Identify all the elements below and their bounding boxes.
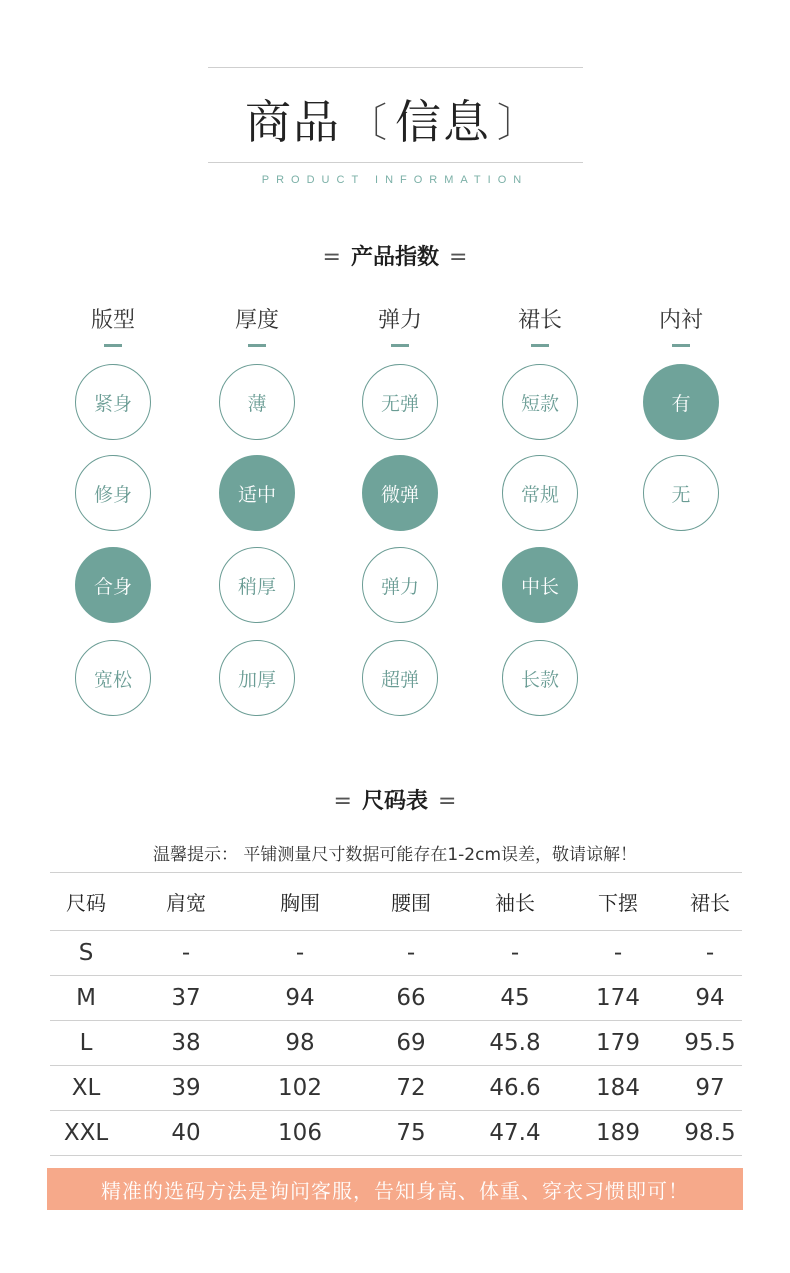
table-cell: 46.6: [472, 1066, 558, 1111]
table-cell: -: [350, 931, 472, 976]
table-cell: 38: [122, 1021, 250, 1066]
index-column-underline: [248, 344, 266, 347]
index-option: 薄: [219, 364, 295, 440]
page-title: [0, 86, 790, 152]
size-table-header-cell: 裙长: [678, 873, 742, 931]
index-column-underline: [531, 344, 549, 347]
index-column-underline: [104, 344, 122, 347]
size-table-header-cell: 腰围: [350, 873, 472, 931]
index-option-selected: 适中: [219, 455, 295, 531]
index-option-selected: 合身: [75, 547, 151, 623]
index-option: 加厚: [219, 640, 295, 716]
index-option: 无弹: [362, 364, 438, 440]
index-column-title: 内衬: [658, 308, 703, 333]
size-table: [50, 872, 742, 1156]
table-cell: XL: [50, 1066, 122, 1111]
table-cell: 97: [678, 1066, 742, 1111]
size-section-heading: [0, 784, 790, 815]
index-option: 修身: [75, 455, 151, 531]
index-column-title: 裙长: [517, 308, 562, 333]
title-left: 商品: [245, 95, 341, 149]
index-column-title: 弹力: [377, 308, 422, 333]
table-row: [50, 931, 742, 976]
index-option: 无: [643, 455, 719, 531]
table-cell: -: [122, 931, 250, 976]
table-cell: 102: [250, 1066, 350, 1111]
table-cell: 94: [250, 976, 350, 1021]
table-cell: 47.4: [472, 1111, 558, 1156]
index-column: [340, 306, 460, 347]
index-column: [480, 306, 600, 347]
size-table-header-cell: 下摆: [558, 873, 678, 931]
table-cell: M: [50, 976, 122, 1021]
sizing-advice-banner: 精准的选码方法是询问客服，告知身高、体重、穿衣习惯即可！: [47, 1168, 743, 1210]
size-table-header-row: [50, 873, 742, 931]
index-section-title: 产品指数: [350, 245, 439, 270]
table-cell: 95.5: [678, 1021, 742, 1066]
index-column-underline: [672, 344, 690, 347]
index-option-selected: 有: [643, 364, 719, 440]
size-table-header-cell: 尺码: [50, 873, 122, 931]
heading-eq-left: =: [322, 245, 341, 270]
bracket-open: 〔: [347, 100, 389, 146]
table-cell: 72: [350, 1066, 472, 1111]
size-table-header-cell: 袖长: [472, 873, 558, 931]
heading-eq-right: =: [438, 789, 457, 814]
table-cell: 45.8: [472, 1021, 558, 1066]
index-option: 紧身: [75, 364, 151, 440]
title-right: 信息: [395, 95, 491, 149]
table-cell: -: [472, 931, 558, 976]
table-row: [50, 1111, 742, 1156]
index-option-selected: 微弹: [362, 455, 438, 531]
heading-eq-right: =: [449, 245, 468, 270]
measurement-tip: 温馨提示： 平铺测量尺寸数据可能存在1-2cm误差，敬请谅解！: [152, 845, 638, 865]
index-section-heading: [0, 240, 790, 271]
index-option: 常规: [502, 455, 578, 531]
table-cell: S: [50, 931, 122, 976]
table-cell: 184: [558, 1066, 678, 1111]
table-cell: 179: [558, 1021, 678, 1066]
table-cell: 69: [350, 1021, 472, 1066]
index-option: 长款: [502, 640, 578, 716]
index-column: [53, 306, 173, 347]
table-cell: 45: [472, 976, 558, 1021]
table-row: [50, 1066, 742, 1111]
index-column: [197, 306, 317, 347]
table-cell: XXL: [50, 1111, 122, 1156]
table-cell: 94: [678, 976, 742, 1021]
table-cell: 37: [122, 976, 250, 1021]
table-cell: 40: [122, 1111, 250, 1156]
index-option: 短款: [502, 364, 578, 440]
table-cell: -: [678, 931, 742, 976]
index-option-selected: 中长: [502, 547, 578, 623]
size-section-title: 尺码表: [361, 789, 428, 814]
index-column: [621, 306, 741, 347]
table-cell: -: [558, 931, 678, 976]
table-row: [50, 976, 742, 1021]
index-option: 稍厚: [219, 547, 295, 623]
index-column-title: 厚度: [234, 308, 279, 333]
size-table-header-cell: 胸围: [250, 873, 350, 931]
bracket-close: 〕: [497, 100, 539, 146]
index-option: 宽松: [75, 640, 151, 716]
table-cell: 174: [558, 976, 678, 1021]
table-cell: 75: [350, 1111, 472, 1156]
table-cell: 189: [558, 1111, 678, 1156]
table-cell: 66: [350, 976, 472, 1021]
header-top-rule: [208, 67, 583, 68]
index-column-underline: [391, 344, 409, 347]
table-cell: 39: [122, 1066, 250, 1111]
table-cell: -: [250, 931, 350, 976]
table-row: [50, 1021, 742, 1066]
table-cell: 98: [250, 1021, 350, 1066]
index-column-title: 版型: [90, 308, 135, 333]
index-option: 弹力: [362, 547, 438, 623]
index-option: 超弹: [362, 640, 438, 716]
heading-eq-left: =: [333, 789, 352, 814]
page-subtitle: PRODUCT INFORMATION: [261, 174, 529, 186]
size-table-header-cell: 肩宽: [122, 873, 250, 931]
table-cell: L: [50, 1021, 122, 1066]
size-table-body: [50, 931, 742, 1156]
table-cell: 106: [250, 1111, 350, 1156]
header-bottom-rule: [208, 162, 583, 163]
table-cell: 98.5: [678, 1111, 742, 1156]
